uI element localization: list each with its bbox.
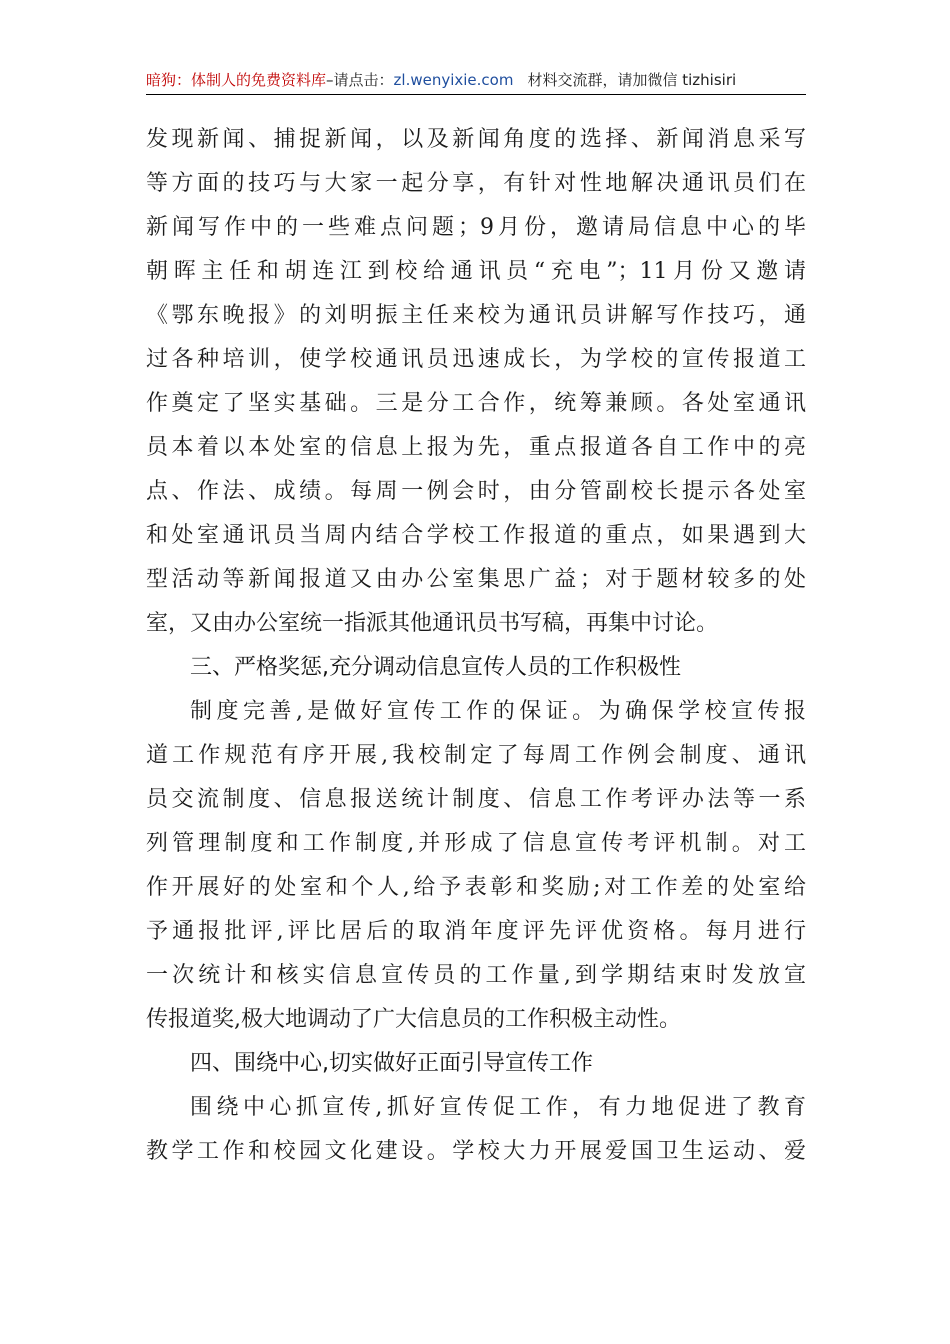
text-line: 发现新闻、捕捉新闻，以及新闻角度的选择、新闻消息采写 [146,127,806,152]
text-line: 一次统计和核实信息宣传员的工作量,到学期结束时发放宣 [146,963,806,988]
text-line: 作开展好的处室和个人,给予表彰和奖励;对工作差的处室给 [146,875,806,900]
text-line: 型活动等新闻报道又由办公室集思广益；对于题材较多的处 [146,567,806,592]
text-line: 过各种培训，使学校通讯员迅速成长，为学校的宣传报道工 [146,347,806,372]
text-line: 《鄂东晚报》的刘明振主任来校为通讯员讲解写作技巧，通 [146,303,806,328]
paragraph-3 [146,1086,806,1174]
paragraph-1 [146,118,806,646]
text-line: 教学工作和校园文化建设。学校大力开展爱国卫生运动、爱 [146,1139,806,1164]
text-line: 和处室通讯员当周内结合学校工作报道的重点，如果遇到大 [146,523,806,548]
paragraph-2 [146,690,806,1042]
page-header [146,66,806,95]
text-line: 予通报批评,评比居后的取消年度评先评优资格。每月进行 [146,919,806,944]
section-heading-4: 四、围绕中心,切实做好正面引导宣传工作 [190,1051,593,1076]
text-line: 新闻写作中的一些难点问题；9月份，邀请局信息中心的毕 [146,215,806,240]
text-line: 围绕中心抓宣传,抓好宣传促工作，有力地促进了教育 [190,1095,806,1120]
text-line: 员本着以本处室的信息上报为先，重点报道各自工作中的亮 [146,435,806,460]
text-line: 作奠定了坚实基础。三是分工合作，统筹兼顾。各处室通讯 [146,391,806,416]
text-line: 室，又由办公室统一指派其他通讯员书写稿，再集中讨论。 [146,611,719,636]
document-body [146,118,806,1174]
section-heading-3: 三、严格奖惩,充分调动信息宣传人员的工作积极性 [190,655,681,680]
header-url-link[interactable]: zl.wenyixie.com [393,71,514,89]
header-brand: 暗狗：体制人的免费资料库 [146,71,327,89]
header-group-note: 材料交流群，请加微信 tizhisiri [527,71,737,89]
text-line: 员交流制度、信息报送统计制度、信息工作考评办法等一系 [146,787,806,812]
text-line: 等方面的技巧与大家一起分享，有针对性地解决通讯员们在 [146,171,806,196]
text-line: 点、作法、成绩。每周一例会时，由分管副校长提示各处室 [146,479,806,504]
text-line: 道工作规范有序开展,我校制定了每周工作例会制度、通讯 [146,743,806,768]
text-line: 列管理制度和工作制度,并形成了信息宣传考评机制。对工 [146,831,806,856]
text-line: 朝晖主任和胡连江到校给通讯员“充电”；11月份又邀请 [146,259,806,284]
text-line: 传报道奖,极大地调动了广大信息员的工作积极主动性。 [146,1007,681,1032]
header-click-label: –请点击： [326,71,394,89]
text-line: 制度完善,是做好宣传工作的保证。为确保学校宣传报 [190,699,806,724]
